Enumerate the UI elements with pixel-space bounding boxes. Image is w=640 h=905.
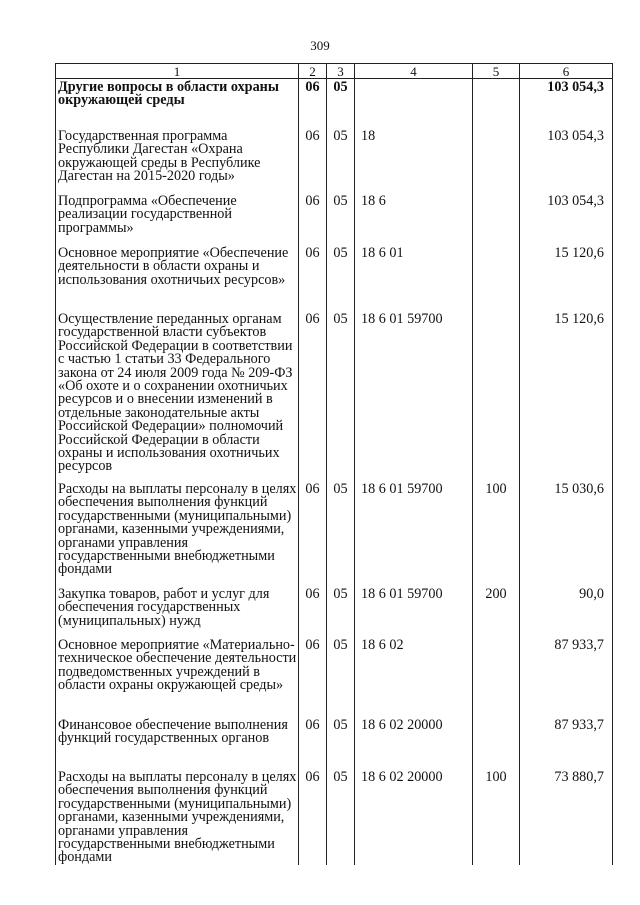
section-code-cell: 06 <box>299 586 327 637</box>
table-row <box>56 79 613 129</box>
table-row <box>56 311 613 481</box>
target-article-cell: 18 6 02 20000 <box>355 769 473 865</box>
expense-type-cell <box>473 245 520 311</box>
expense-type-cell <box>473 79 520 129</box>
target-article-cell: 18 6 02 20000 <box>355 717 473 769</box>
amount-cell: 15 120,6 <box>520 311 613 481</box>
amount-cell: 103 054,3 <box>520 193 613 245</box>
page-number: 309 <box>310 38 330 53</box>
row-name-cell: Закупка товаров, работ и услуг для обеспечения государственных (муниципальных) нужд <box>56 586 299 637</box>
column-header: 1 <box>56 64 299 79</box>
target-article-cell: 18 6 01 59700 <box>355 586 473 637</box>
table-row <box>56 481 613 586</box>
amount-cell: 90,0 <box>520 586 613 637</box>
expense-type-cell: 100 <box>473 481 520 586</box>
row-name-cell: Подпрограмма «Обеспечение реализации государственной программы» <box>56 193 299 245</box>
target-article-cell: 18 6 02 <box>355 637 473 717</box>
column-header: 6 <box>520 64 613 79</box>
column-header: 2 <box>299 64 327 79</box>
table-row <box>56 637 613 717</box>
expense-type-cell <box>473 193 520 245</box>
section-code-cell: 06 <box>299 717 327 769</box>
subsection-code-cell: 05 <box>327 637 355 717</box>
subsection-code-cell: 05 <box>327 245 355 311</box>
section-code-cell: 06 <box>299 311 327 481</box>
subsection-code-cell: 05 <box>327 128 355 193</box>
row-name-cell: Осуществление переданных органам государственной власти субъектов Российской Федерации в соответствии с частью 1 статьи 33 Федерального закона от 24 июля 2009 года № 209-ФЗ «Об охоте и о сохранении охотничьих ресурсов и о внесении изменений в отдельные законодательные акты Российской Федерации» полномочий Российской Федерации в области охраны и использования охотничьих ресурсов <box>56 311 299 481</box>
amount-cell: 103 054,3 <box>520 79 613 129</box>
section-code-cell: 06 <box>299 637 327 717</box>
section-code-cell: 06 <box>299 769 327 865</box>
target-article-cell: 18 6 <box>355 193 473 245</box>
column-header: 4 <box>355 64 473 79</box>
section-code-cell: 06 <box>299 128 327 193</box>
subsection-code-cell: 05 <box>327 586 355 637</box>
target-article-cell <box>355 79 473 129</box>
expense-type-cell <box>473 128 520 193</box>
section-code-cell: 06 <box>299 245 327 311</box>
section-code-cell: 06 <box>299 481 327 586</box>
subsection-code-cell: 05 <box>327 79 355 129</box>
expense-type-cell: 100 <box>473 769 520 865</box>
amount-cell: 87 933,7 <box>520 637 613 717</box>
table-row <box>56 128 613 193</box>
budget-table <box>55 63 613 865</box>
subsection-code-cell: 05 <box>327 311 355 481</box>
row-name-cell: Расходы на выплаты персоналу в целях обеспечения выполнения функций государственными (муниципальными) органами, казенными учреждениями, органами управления государственными внебюджетными фондами <box>56 769 299 865</box>
expense-type-cell <box>473 637 520 717</box>
subsection-code-cell: 05 <box>327 481 355 586</box>
amount-cell: 103 054,3 <box>520 128 613 193</box>
column-header: 5 <box>473 64 520 79</box>
subsection-code-cell: 05 <box>327 193 355 245</box>
amount-cell: 73 880,7 <box>520 769 613 865</box>
table-row <box>56 717 613 769</box>
table-row <box>56 193 613 245</box>
table-row <box>56 769 613 865</box>
column-header-row <box>56 64 613 79</box>
section-code-cell: 06 <box>299 193 327 245</box>
row-name-cell: Финансовое обеспечение выполнения функций государственных органов <box>56 717 299 769</box>
amount-cell: 15 120,6 <box>520 245 613 311</box>
column-header: 3 <box>327 64 355 79</box>
subsection-code-cell: 05 <box>327 769 355 865</box>
subsection-code-cell: 05 <box>327 717 355 769</box>
expense-type-cell: 200 <box>473 586 520 637</box>
expense-type-cell <box>473 311 520 481</box>
target-article-cell: 18 6 01 59700 <box>355 311 473 481</box>
target-article-cell: 18 <box>355 128 473 193</box>
expense-type-cell <box>473 717 520 769</box>
row-name-cell: Основное мероприятие «Обеспечение деятельности в области охраны и использования охотничьих ресурсов» <box>56 245 299 311</box>
target-article-cell: 18 6 01 59700 <box>355 481 473 586</box>
amount-cell: 15 030,6 <box>520 481 613 586</box>
table-row <box>56 245 613 311</box>
row-name-cell: Государственная программа Республики Дагестан «Охрана окружающей среды в Республике Дагестан на 2015-2020 годы» <box>56 128 299 193</box>
table-row <box>56 586 613 637</box>
row-name-cell: Основное мероприятие «Материально-техническое обеспечение деятельности подведомственных учреждений в области охраны окружающей среды» <box>56 637 299 717</box>
amount-cell: 87 933,7 <box>520 717 613 769</box>
target-article-cell: 18 6 01 <box>355 245 473 311</box>
row-name-cell: Другие вопросы в области охраны окружающей среды <box>56 79 299 129</box>
row-name-cell: Расходы на выплаты персоналу в целях обеспечения выполнения функций государственными (муниципальными) органами, казенными учреждениями, органами управления государственными внебюджетными фондами <box>56 481 299 586</box>
section-code-cell: 06 <box>299 79 327 129</box>
